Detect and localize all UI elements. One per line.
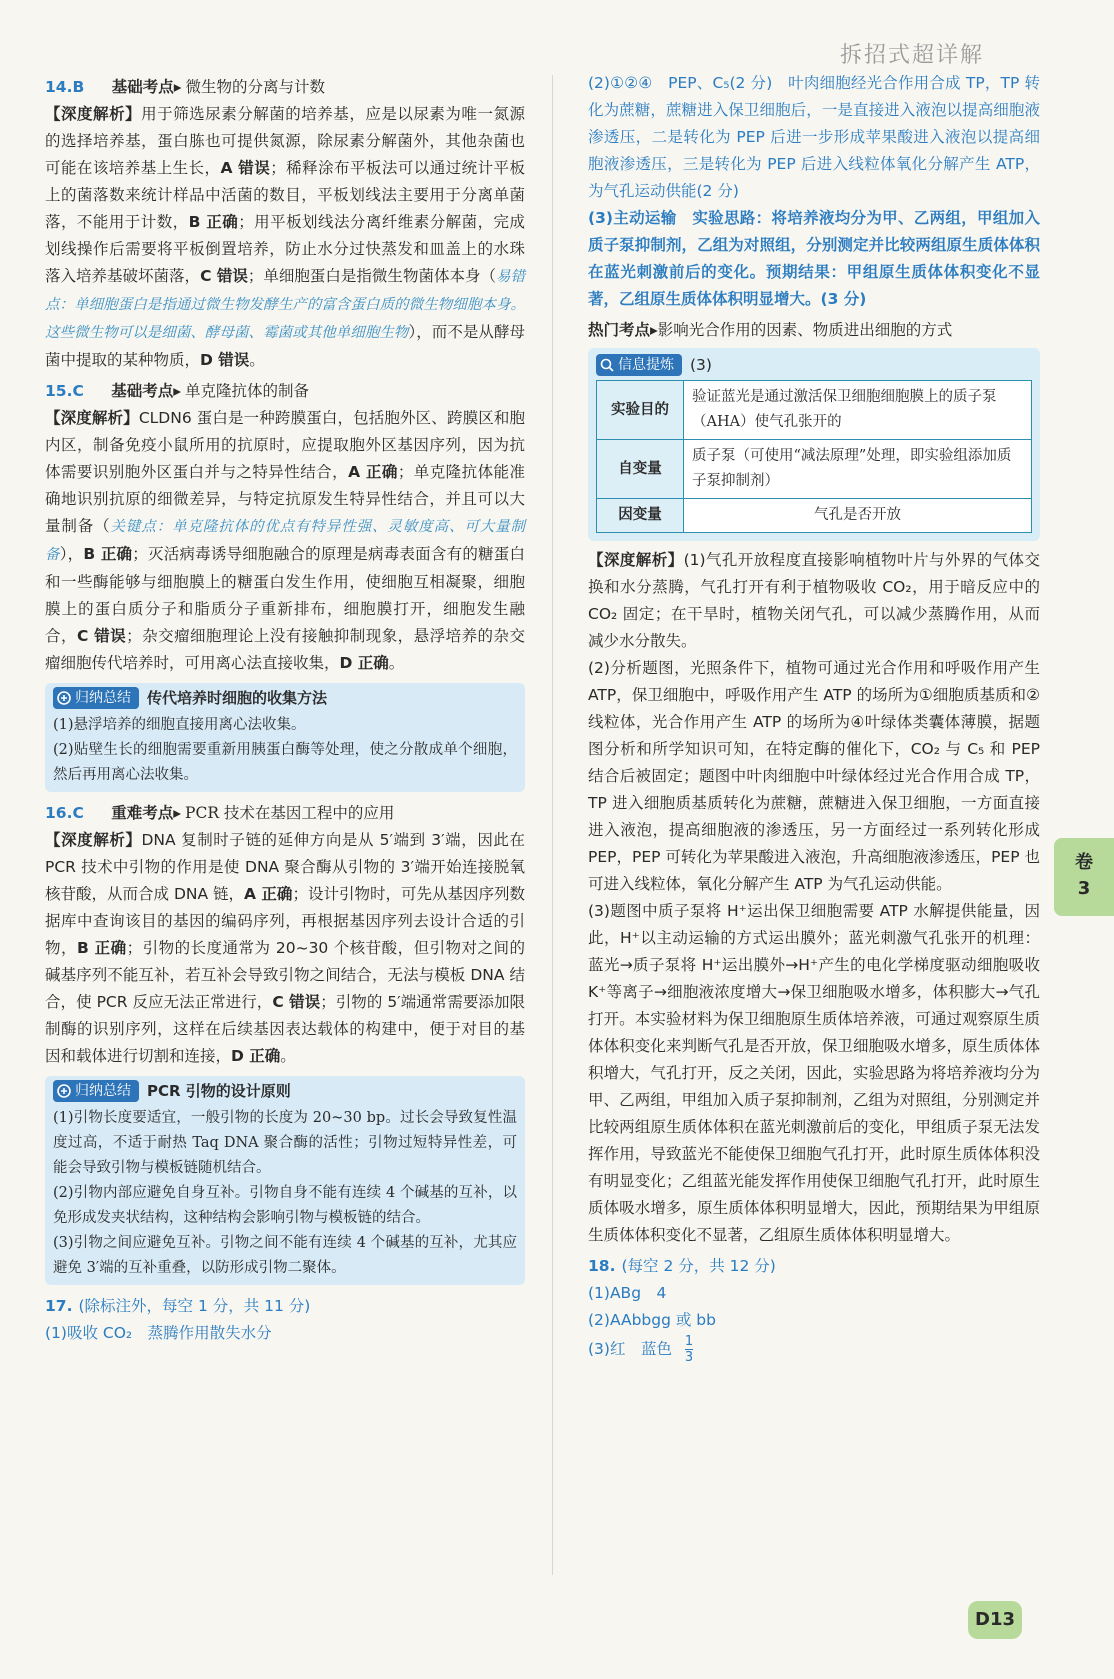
q15-topic: 单克隆抗体的制备: [185, 382, 310, 400]
q16-number: 16.C: [45, 804, 84, 822]
q15-summary-item: (1)悬浮培养的细胞直接用离心法收集。: [53, 717, 306, 733]
q18-answer-2: (2)AAbbgg 或 bb: [588, 1311, 716, 1329]
q17-answer-3: (3)主动运输 实验思路：将培养液均分为甲、乙两组，甲组加入质子泵抑制剂，乙组为对照组，分别测定并比较两组原生质体体积在蓝光刺激前后的变化。预期结果：甲组原生质体体积变化不显著，乙组原生质体体积明显增大。(3 分): [588, 209, 1040, 308]
q15-analysis: 【深度解析】CLDN6 蛋白是一种跨膜蛋白，包括胞外区、跨膜区和胞内区，制备免疫小鼠所用的抗原时，应提取胞外区基因序列，因为抗体需要识别胞外区蛋白并与之特异性结合，A 正确；单克隆抗体能准确地识别抗原的细微差异，与特定抗原发生特异性结合，并且可以大量制备（关键点：单克隆抗体的优点有特异性强、灵敏度高、可大量制备），B 正确；灭活病毒诱导细胞融合的原理是病毒表面含有的糖蛋白和一些酶能够与细胞膜上的糖蛋白发生作用，使细胞互相凝聚，细胞膜上的蛋白质分子和脂质分子重新排布，细胞膜打开，细胞发生融合，C 错误；杂交瘤细胞理论上没有接触抑制现象，悬浮培养的杂交瘤细胞传代培养时，可用离心法直接收集，D 正确。: [45, 409, 525, 672]
q17-analysis-2: (2)分析题图，光照条件下，植物可通过光合作用和呼吸作用产生 ATP，保卫细胞中，呼吸作用产生 ATP 的场所为①细胞质基质和②线粒体，光合作用产生 ATP 的场所为④叶绿体类囊体薄膜，据题图分析和所学知识可知，在特定酶的催化下，CO₂ 与 C₅ 和 PEP 结合后被固定；题图中叶肉细胞中叶绿体经过光合作用合成 TP，TP 进入细胞质基质转化为蔗糖，蔗糖进入保卫细胞，一方面直接进入液泡，提高细胞液的渗透压，另一方面经过一系列转化形成 PEP，PEP 可转化为苹果酸进入液泡，升高细胞液渗透压，PEP 也可进入线粒体，氧化分解产生 ATP 为气孔运动供能。: [588, 659, 1040, 893]
q17-analysis-3: (3)题图中质子泵将 H⁺运出保卫细胞需要 ATP 水解提供能量，因此，H⁺以主动运输的方式运出膜外；蓝光刺激气孔张开的机理：蓝光→质子泵将 H⁺运出膜外→H⁺产生的电化学梯度驱动细胞吸收 K⁺等离子→细胞液浓度增大→保卫细胞吸水增多，体积膨大→气孔打开。本实验材料为保卫细胞原生质体培养液，可通过观察原生质体体积变化来判断气孔是否开放，保卫细胞吸水增多，原生质体体积增大，气孔打开，反之关闭，因此，实验思路为将培养液均分为甲、乙两组，甲组加入质子泵抑制剂，乙组为对照组，分别测定并比较两组原生质体体积在蓝光刺激前后的变化，甲组质子泵无法发挥作用，导致蓝光不能使保卫细胞气孔打开，此时原生质体体积没有明显变化；乙组蓝光能发挥作用使保卫细胞气孔打开，此时原生质体吸水增多，原生质体体积明显增大，因此，预期结果为甲组原生质体体积变化不显著，乙组原生质体体积明显增大。: [588, 902, 1040, 1244]
q18-answer-1: (1)ABg 4: [588, 1284, 667, 1302]
header-title: 拆招式超详解: [839, 43, 984, 68]
table-key: 自变量: [597, 440, 684, 499]
left-column: [45, 70, 525, 1347]
summary-icon: [57, 691, 71, 705]
q14-note: 易错点：单细胞蛋白是指通过微生物发酵生产的富含蛋白质的微生物细胞本身。这些微生物可以是细菌、酵母菌、霉菌或其他单细胞生物: [45, 269, 525, 341]
q15-number: 15.C: [45, 382, 84, 400]
q17-number: 17.: [45, 1297, 73, 1315]
q14-topic: 微生物的分离与计数: [185, 78, 325, 96]
hot-tag: 热门考点▸: [588, 321, 658, 339]
table-row: [597, 381, 1032, 440]
q15-tag: 基础考点▸: [111, 382, 182, 400]
q15-summary-box: [45, 683, 525, 792]
q18-scoring: (每空 2 分，共 12 分): [621, 1257, 776, 1275]
q18-number: 18.: [588, 1257, 616, 1275]
info-ref: (3): [690, 355, 712, 374]
q16-analysis: 【深度解析】DNA 复制时子链的延伸方向是从 5′端到 3′端，因此在 PCR 技术中引物的作用是使 DNA 聚合酶从引物的 3′端开始连接脱氧核苷酸，从而合成 DNA 链，A 正确；设计引物时，可先从基因序列数据库中查询该目的基因的编码序列，再根据基因序列去设计合适的引物，B 正确；引物的长度通常为 20~30 个核苷酸，但引物对之间的碱基序列不能互补，若互补会导致引物之间结合，无法与模板 DNA 结合，使 PCR 反应无法正常进行，C 错误；引物的 5′端通常需要添加限制酶的识别序列，这样在后续基因表达载体的构建中，便于对目的基因和载体进行切割和连接，D 正确。: [45, 831, 525, 1065]
summary-badge: 归纳总结: [53, 687, 139, 709]
q14-heading: [45, 74, 525, 101]
q15-note: 关键点：单克隆抗体的优点有特异性强、灵敏度高、可大量制备: [45, 519, 525, 563]
table-key: 实验目的: [597, 381, 684, 440]
info-icon: [600, 358, 614, 372]
q14-analysis: 【深度解析】用于筛选尿素分解菌的培养基，应是以尿素为唯一氮源的选择培养基，蛋白胨也可提供氮源，除尿素分解菌外，其他杂菌也可能在该培养基上生长，A 错误；稀释涂布平板法可以通过统计平板上的菌落数来统计样品中活菌的数目，平板划线法主要用于分离单菌落，不能用于计数，B 正确；用平板划线法分离纤维素分解菌，完成划线操作后需要将平板倒置培养，防止水分过快蒸发和皿盖上的水珠落入培养基破坏菌落，C 错误；单细胞蛋白是指微生物菌体本身（易错点：单细胞蛋白是指通过微生物发酵生产的富含蛋白质的微生物细胞本身。这些微生物可以是细菌、酵母菌、霉菌或其他单细胞生物），而不是从酵母菌中提取的某种物质，D 错误。: [45, 105, 525, 369]
q16-tag: 重难考点▸: [111, 804, 182, 822]
fraction: $\frac{1}{3}$: [684, 1334, 694, 1365]
column-divider: [552, 75, 553, 1575]
q16-summary-item: (3)引物之间应避免互补。引物之间不能有连续 4 个碱基的互补，尤其应避免 3′端的互补重叠，以防形成引物二聚体。: [53, 1235, 517, 1276]
q15-summary-title: 传代培养时细胞的收集方法: [147, 688, 328, 707]
q17-scoring: (除标注外，每空 1 分，共 11 分): [78, 1297, 311, 1315]
right-column: [588, 70, 1040, 1365]
q17-hot-topic: [588, 317, 1040, 344]
table-value: 质子泵（可使用“减法原理”处理，即实验组添加质子泵抑制剂）: [684, 440, 1032, 499]
hot-topic: 影响光合作用的因素、物质进出细胞的方式: [657, 321, 953, 339]
q16-topic: PCR 技术在基因工程中的应用: [185, 804, 395, 822]
q16-heading: [45, 800, 525, 827]
table-row: [597, 440, 1032, 499]
q16-summary-item: (2)引物内部应避免自身互补。引物自身不能有连续 4 个碱基的互补，以免形成发夹状结构，这种结构会影响引物与模板链的结合。: [53, 1185, 517, 1226]
table-key: 因变量: [597, 499, 684, 533]
q17-heading: [45, 1293, 525, 1320]
q15-heading: [45, 378, 525, 405]
q17-answer-2: (2)①②④ PEP、C₅(2 分) 叶肉细胞经光合作用合成 TP，TP 转化为蔗糖，蔗糖进入保卫细胞后，一是直接进入液泡以提高细胞液渗透压，二是转化为 PEP 后进一步形成苹果酸进入液泡以提高细胞液渗透压，三是转化为 PEP 后进入线粒体氧化分解产生 ATP，为气孔运动供能(2 分): [588, 74, 1040, 200]
table-row: [597, 499, 1032, 533]
q14-number: 14.B: [45, 78, 85, 96]
q18-answer-3: (3)红 蓝色 $\frac{1}{3}$: [588, 1334, 694, 1365]
q16-summary-box: [45, 1076, 525, 1285]
q17-answer-1: (1)吸收 CO₂ 蒸腾作用散失水分: [45, 1324, 272, 1342]
info-table: [596, 380, 1032, 533]
q16-summary-item: (1)引物长度要适宜，一般引物的长度为 20~30 bp。过长会导致复性温度过高，不适于耐热 Taq DNA 聚合酶的活性；引物过短特异性差，可能会导致引物与模板链随机结合。: [53, 1110, 517, 1176]
info-badge: 信息提炼: [596, 354, 682, 376]
summary-badge: 归纳总结: [53, 1080, 139, 1102]
page-number: D13: [968, 1601, 1022, 1639]
volume-side-tab: 卷 3: [1054, 838, 1114, 916]
q16-summary-title: PCR 引物的设计原则: [147, 1081, 291, 1100]
q15-summary-item: (2)贴壁生长的细胞需要重新用胰蛋白酶等处理，使之分散成单个细胞，然后再用离心法收集。: [53, 742, 517, 783]
q17-analysis-1: 【深度解析】(1)气孔开放程度直接影响植物叶片与外界的气体交换和水分蒸腾，气孔打开有利于植物吸收 CO₂，用于暗反应中的 CO₂ 固定；在干旱时，植物关闭气孔，可以减少蒸腾作用，从而减少水分散失。: [588, 551, 1040, 650]
q14-tag: 基础考点▸: [111, 78, 182, 96]
info-extraction-box: [588, 348, 1040, 541]
q18-heading: [588, 1253, 1040, 1280]
summary-icon: [57, 1084, 71, 1098]
table-value: 验证蓝光是通过激活保卫细胞细胞膜上的质子泵（AHA）使气孔张开的: [684, 381, 1032, 440]
table-value: 气孔是否开放: [684, 499, 1032, 533]
